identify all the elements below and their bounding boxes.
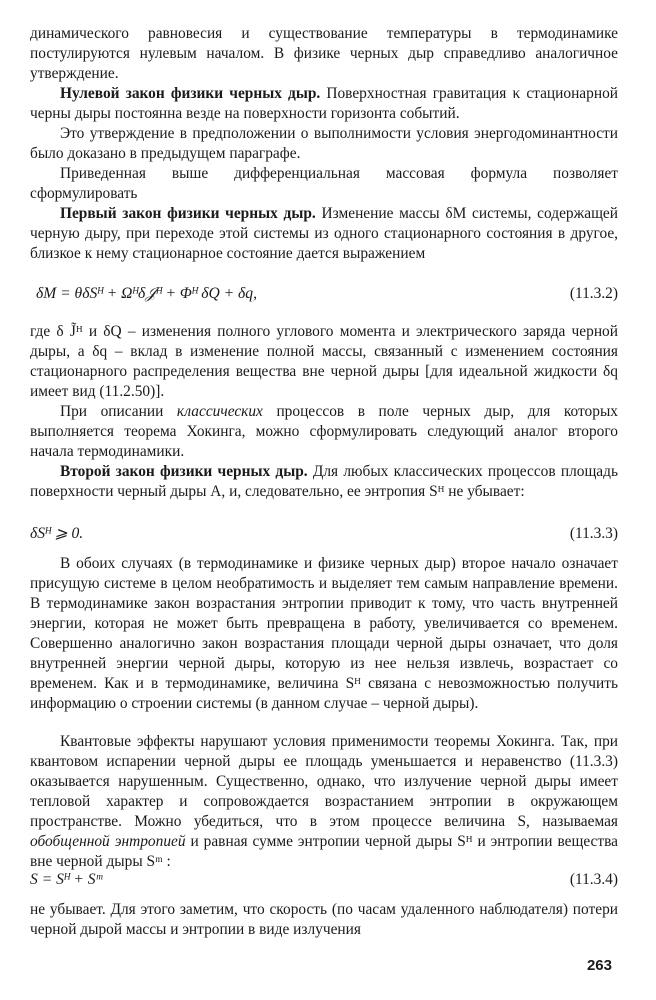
equation-11-3-2: [30, 284, 618, 308]
equation-number: (11.3.2): [569, 285, 618, 302]
zeroth-law-text: Поверхностная гравитация κ стационарной черны дыры постоянна везде на поверхности горизонта событий.: [30, 85, 618, 122]
zeroth-law-heading: Нулевой закон физики черных дыр.: [60, 85, 321, 102]
paragraph-first-law: [30, 204, 618, 264]
paragraph-intro: [30, 24, 618, 84]
paragraph-text: не убывает. Для этого заметим, что скорость (по часам удаленного наблюдателя) потери черной дырой массы и энтропии в виде излучения: [30, 901, 618, 938]
paragraph-zeroth-law: [30, 84, 618, 124]
paragraph-text: Это утверждение в предположении о выполнимости условия энергодоминантности было доказано в предыдущем параграфе.: [30, 125, 618, 162]
equation-11-3-3: [30, 524, 618, 548]
equation-number: (11.3.3): [569, 525, 618, 542]
paragraph-quantum: Квантовые эффекты нарушают условия применимости теоремы Хокинга. Так, при квантовом испарении черной дыры ее площадь уменьшается и неравенство (11.3.3) оказывается нарушенным. Существенно, однако, что излучение черной дыры имеет тепловой характер и сопровождается возрастанием энтропии в окружающем пространстве. Можно убедиться, что в этом процессе величина S, называемая обобщенной энтропией и равная сумме энтропии черной дыры Sᴴ и энтропии вещества вне черной дыры Sᵐ :: [30, 733, 618, 870]
second-law-text: Для любых классических процессов площадь поверхности черный дыры A, и, следовательно, ее энтропия Sᴴ не убывает:: [30, 463, 618, 500]
paragraph-second-law: [30, 462, 618, 502]
paragraph-classical: При описании классических процессов в поле черных дыр, для которых выполняется теорема Хокинга, можно сформулировать следующий аналог второго начала термодинамики.: [30, 403, 618, 460]
emphasis-classical: классических: [176, 403, 263, 420]
first-law-heading: Первый закон физики черных дыр.: [60, 205, 316, 222]
equation-formula: S = Sᴴ + Sᵐ: [30, 871, 103, 888]
equation-11-3-4: [30, 870, 618, 894]
paragraph-irreversibility: [30, 554, 618, 714]
paragraph-mass-formula: [30, 164, 618, 204]
emphasis-generalized-entropy: обобщенной энтропией: [30, 833, 186, 850]
paragraph-text: В обоих случаях (в термодинамике и физике черных дыр) второе начало означает присущую системе в целом необратимость и выделяет тем самым направление времени. В термодинамике закон возрастания энтропии приводит к тому, что часть внутренней энергии, которая не может быть превращена в работу, увеличивается со временем. Совершенно аналогично закон возрастания площади черной дыры означает, что доля внутренней энергии черной дыры, которую из нее нельзя извлечь, возрастает со временем. Как и в термодинамике, величина Sᴴ связана с невозможностью получить информацию о строении системы (в данном случае – черной дыры).: [30, 555, 618, 712]
equation-number: (11.3.4): [569, 871, 618, 888]
paragraph-where: [30, 322, 618, 402]
second-law-heading: Второй закон физики черных дыр.: [60, 463, 308, 480]
page-number: 263: [586, 957, 612, 974]
first-law-text: Изменение массы δM системы, содержащей черную дыру, при переходе этой системы из одного стационарного состояния в другое, близкое к нему стационарное состояние дается выражением: [30, 205, 618, 262]
equation-formula: δM = θδSᴴ + Ωᴴδ𝒥ᴴ + Φᴴ δQ + δq,: [36, 285, 257, 302]
paragraph-energy-dominance: [30, 124, 618, 164]
paragraph-text: где δ J̃ᴴ и δQ – изменения полного углового момента и электрического заряда черной дыры, а δq – вклад в изменение полной массы, связанный с изменением состояния стационарного распределения вещества вне черной дыры [для идеальной жидкости δq имеет вид (11.2.50)].: [30, 323, 618, 400]
paragraph-text: Приведенная выше дифференциальная массовая формула позволяет сформулировать: [30, 165, 618, 202]
paragraph-not-decreasing: [30, 900, 618, 940]
paragraph-text: динамического равновесия и существование температуры в термодинамике постулируются нулевым началом. В физике черных дыр справедливо аналогичное утверждение.: [30, 25, 618, 82]
book-page: [30, 0, 618, 1000]
equation-formula: δSᴴ ⩾ 0.: [30, 525, 84, 542]
